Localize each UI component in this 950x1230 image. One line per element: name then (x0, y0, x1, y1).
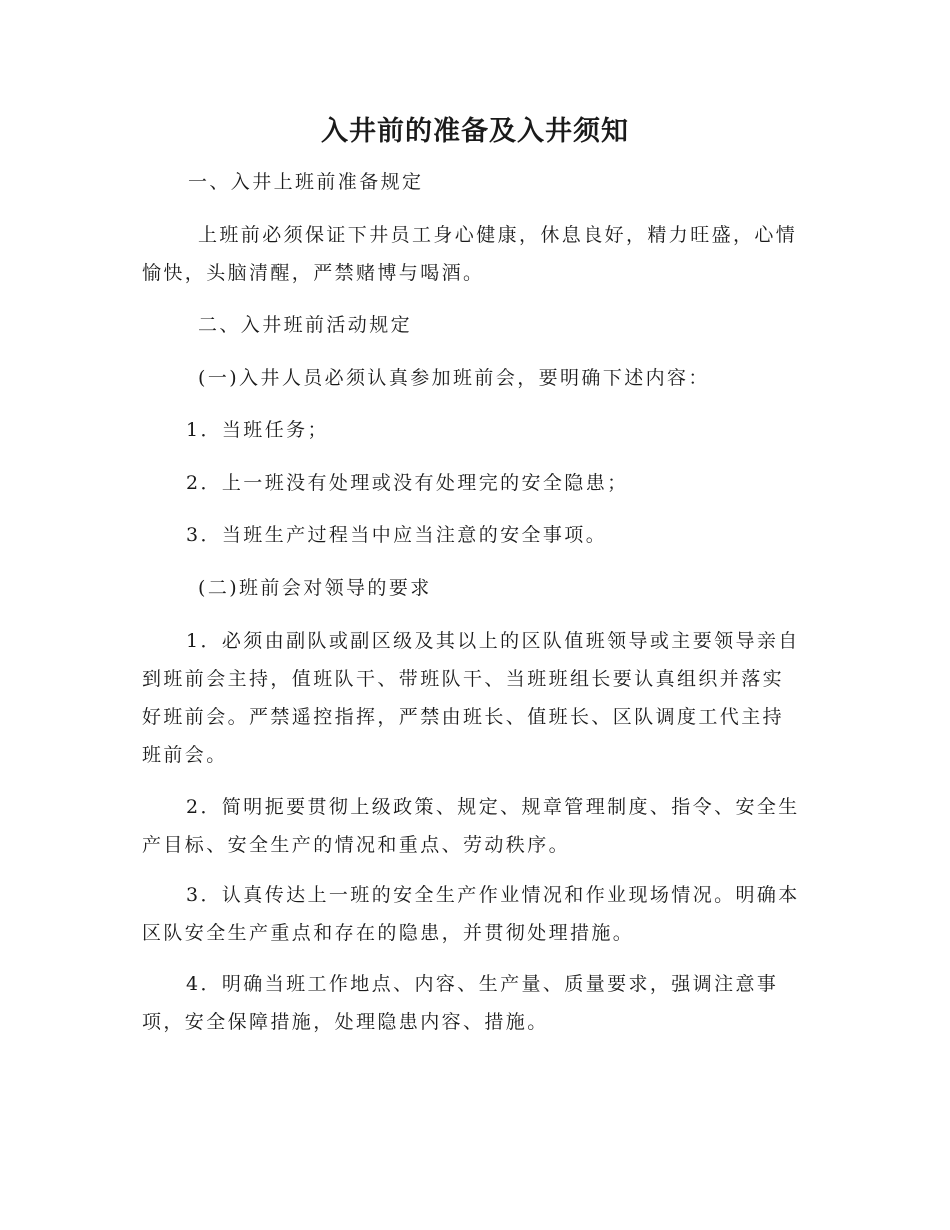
list-item: 2．上一班没有处理或没有处理完的安全隐患； (186, 472, 629, 494)
subsection-heading-2: (二)班前会对领导的要求 (198, 577, 432, 599)
requirement-2 (142, 788, 810, 864)
paragraph-line: 到班前会主持，值班队干、带班队干、当班班组长要认真组织并落实 (142, 668, 785, 690)
list-item: 3．当班生产过程当中应当注意的安全事项。 (186, 524, 608, 546)
section-heading-2: 二、入井班前活动规定 (198, 314, 413, 336)
paragraph-line: 产目标、安全生产的情况和重点、劳动秩序。 (142, 834, 571, 856)
requirement-3 (142, 876, 810, 952)
document-title: 入井前的准备及入井须知 (321, 116, 629, 147)
subsection-heading-1: (一)入井人员必须认真参加班前会，要明确下述内容： (198, 367, 710, 389)
paragraph-line: 区队安全生产重点和存在的隐患，并贯彻处理措施。 (142, 922, 635, 944)
paragraph-line: 项，安全保障措施，处理隐患内容、措施。 (142, 1011, 549, 1033)
paragraph-line: 4．明确当班工作地点、内容、生产量、质量要求，强调注意事 (186, 973, 779, 995)
section-heading-1: 一、入井上班前准备规定 (188, 171, 424, 193)
paragraph-line: 愉快，头脑清醒，严禁赌博与喝酒。 (142, 262, 485, 284)
paragraph-line: 好班前会。严禁遥控指挥，严禁由班长、值班长、区队调度工代主持 (142, 706, 785, 728)
paragraph-line: 1．必须由副队或副区级及其以上的区队值班领导或主要领导亲自 (186, 630, 800, 652)
paragraph-line: 班前会。 (142, 744, 228, 766)
requirement-4 (142, 965, 810, 1041)
list-item: 1．当班任务； (186, 419, 329, 441)
requirement-1 (142, 622, 810, 774)
paragraph-prep-rules (142, 216, 810, 292)
paragraph-line: 3．认真传达上一班的安全生产作业情况和作业现场情况。明确本 (186, 884, 800, 906)
paragraph-line: 2．简明扼要贯彻上级政策、规定、规章管理制度、指令、安全生 (186, 796, 800, 818)
paragraph-line: 上班前必须保证下井员工身心健康，休息良好，精力旺盛，心情 (198, 224, 798, 246)
